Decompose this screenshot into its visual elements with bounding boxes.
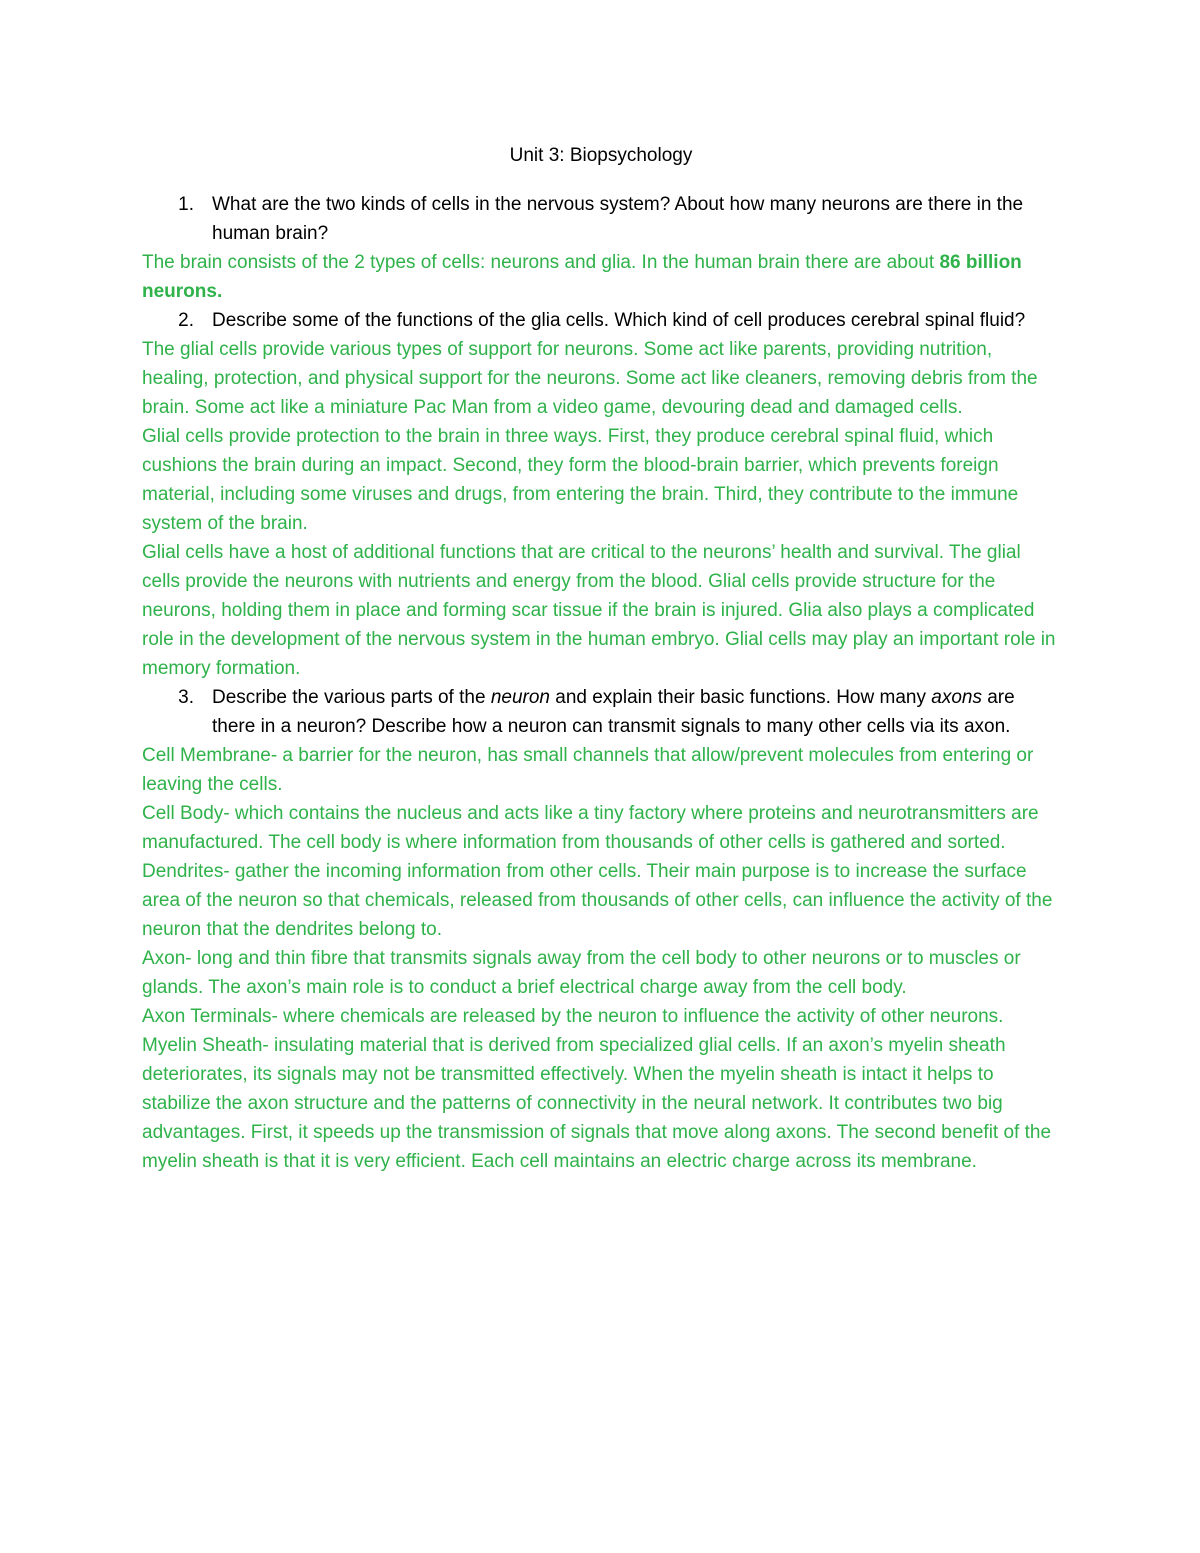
question-number: 1. — [178, 194, 194, 215]
question-text-part: are there in a neuron? Describe how a neuron can transmit signals to many other cells via its axon. — [212, 687, 1015, 737]
answer-cell-membrane: Cell Membrane- a barrier for the neuron, has small channels that allow/prevent molecules from entering or leaving the cells. — [142, 745, 1034, 795]
answer-cell-body: Cell Body- which contains the nucleus and acts like a tiny factory where proteins and neurotransmitters are manufactured. The cell body is where information from thousands of other cells is gathered and sorted. — [142, 803, 1039, 853]
answer-bold-text: 86 billion neurons. — [142, 252, 1022, 302]
answer-dendrites: Dendrites- gather the incoming information from other cells. Their main purpose is to increase the surface area of the neuron so that chemicals, released from thousands of other cells, can influence the activity of the neuron that the dendrites belong to. — [142, 861, 1053, 940]
answer-axon-terminals: Axon Terminals- where chemicals are released by the neuron to influence the activity of other neurons. — [142, 1006, 1004, 1027]
answer-1 — [142, 248, 1060, 306]
question-text-part: and explain their basic functions. How many — [549, 687, 932, 708]
question-text: What are the two kinds of cells in the nervous system? About how many neurons are there in the human brain? — [212, 194, 1024, 244]
question-italic-term: neuron — [490, 687, 550, 708]
question-number: 3. — [178, 687, 194, 708]
question-text-part: Describe the various parts of the — [212, 687, 491, 708]
question-text: Describe some of the functions of the glia cells. Which kind of cell produces cerebral spinal fluid? — [212, 310, 1026, 331]
question-2 — [142, 306, 1060, 335]
question-text — [212, 683, 1060, 741]
answer-axon: Axon- long and thin fibre that transmits signals away from the cell body to other neurons or to muscles or glands. The axon’s main role is to conduct a brief electrical charge away from the cell body. — [142, 948, 1021, 998]
question-number: 2. — [178, 310, 194, 331]
question-italic-term: axons — [931, 687, 982, 708]
answer-paragraph: Glial cells have a host of additional functions that are critical to the neurons’ health and survival. The glial cells provide the neurons with nutrients and energy from the blood. Glial cells provide structure for the neurons, holding them in place and forming scar tissue if the brain is injured. Glia also plays a complicated role in the development of the nervous system in the human embryo. Glial cells may play an important role in memory formation. — [142, 542, 1056, 679]
answer-text: The brain consists of the 2 types of cells: neurons and glia. In the human brain there are about — [142, 252, 940, 273]
question-3 — [142, 683, 1060, 741]
question-1 — [142, 190, 1060, 248]
answer-paragraph: The glial cells provide various types of support for neurons. Some act like parents, providing nutrition, healing, protection, and physical support for the neurons. Some act like cleaners, removing debris from the brain. Some act like a miniature Pac Man from a video game, devouring dead and damaged cells. — [142, 339, 1038, 418]
answer-myelin-sheath: Myelin Sheath- insulating material that is derived from specialized glial cells. If an axon’s myelin sheath deteriorates, its signals may not be transmitted effectively. When the myelin sheath is intact it helps to stabilize the axon structure and the patterns of connectivity in the neural network. It contributes two big advantages. First, it speeds up the transmission of signals that move along axons. The second benefit of the myelin sheath is that it is very efficient. Each cell maintains an electric charge across its membrane. — [142, 1035, 1052, 1172]
answer-paragraph: Glial cells provide protection to the brain in three ways. First, they produce cerebral spinal fluid, which cushions the brain during an impact. Second, they form the blood-brain barrier, which prevents foreign material, including some viruses and drugs, from entering the brain. Third, they contribute to the immune system of the brain. — [142, 426, 1019, 534]
page-title: Unit 3: Biopsychology — [509, 145, 693, 166]
